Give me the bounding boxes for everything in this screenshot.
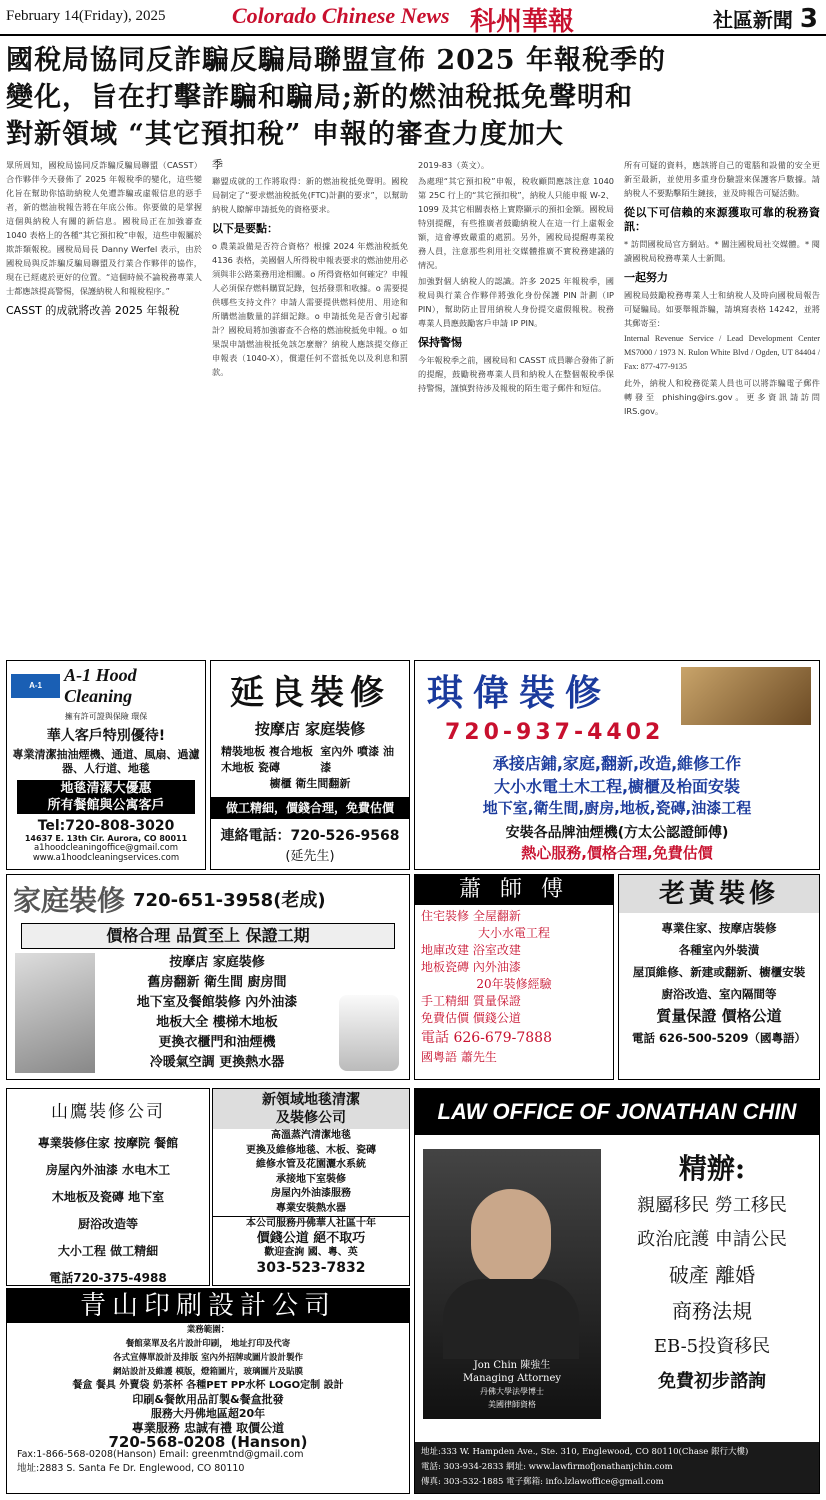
logo-icon: A-1 xyxy=(11,674,60,698)
headline-line-3: 對新領域 “其它預扣稅” 申報的審查力度加大 xyxy=(6,119,564,150)
ad-shanying-renovation: 山鷹裝修公司 專業裝修住家 按摩院 餐館 房屋內外油漆 水电木工 木地板及瓷磚 地下室 厨浴改造等 大小工程 做工精細 電話720-375-4988 xyxy=(6,1088,210,1286)
issue-date: February 14(Friday), 2025 xyxy=(6,8,166,24)
headline-line-1: 國稅局協同反詐騙反騙局聯盟宣佈 2025 年報稅季的 xyxy=(6,45,666,76)
ad-a1-hood-cleaning: A-1 A-1 Hood Cleaning 擁有許可證與保險 環保 華人客戶特別優待! 專業清潔抽油煙機、通道、風扇、過濾器、人行道、地毯 地毯清潔大優惠 所有餐館與公寓客戶 Tel:720-808-3020 14637 E. 13th Cir. Aurora, CO 80011 a1hoodcleaningoffice@gmail.com www.a1hoodcleaningservices.com xyxy=(6,660,206,870)
toilet-photo xyxy=(339,995,399,1071)
attorney-suit xyxy=(443,1279,579,1359)
article-column-3: 2019-83（英文）。 為處理“其它預扣稅”申報，稅收顧問應該注意 1040 第 25C 行上的“其它預扣稅”，納稅人只能申報 W-2、1099 及其它相關表格上實際顯示的預扣金額。國稅局特別提醒，有些推廣者鼓勵納稅人在這一行上虛報金額，這會導致嚴重的處罰。另外，國稅局提醒專業稅務人員，注意那些利用社交媒體推廣不實稅務建議的情況。 加強對個人納稅人的認識。許多 2025 年報稅季，國稅局與行業合作夥伴將強化身份保護 PIN 計劃（IP PIN），幫助防止冒用納稅人身份提交虛假報稅。稅務專業人員應鼓勵客戶申請 IP PIN。 保持警惕 今年報稅季之前，國稅局和 CASST 成員聯合發佈了新的提醒，鼓勵稅務專業人員和納稅人在整個報稅季保持警惕，謹慎對待涉及報稅的陌生電子郵件和短信。 xyxy=(418,160,614,393)
headline xyxy=(6,42,820,154)
ad-qingshan-printing: 青山印刷設計公司 業務範圍： 餐館菜單及名片設計印刷， 地址打印及代寄 各式宣傳單設計及排版 室內外招牌或圖片設計製作 網站設計及維護 模版，燈箱圖片，玻璃圖片及貼膜 餐盒 餐具 外賣袋 奶茶杯 各種PET PP水杯 LOGO定制 設計 印刷&餐飲用品訂製&餐盒批發 服務大丹佛地區超20年 專業服務 忠誠有禮 取價公道 720-568-0208 (Hanson) Fax:1-866-568-0208(Hanson) Email: greenmtnd@gmail.com 地址:2883 S. Santa Fe Dr. Englewood, CO 80110 xyxy=(6,1288,410,1494)
brand-name: Colorado Chinese News xyxy=(232,3,450,28)
section-label: 社區新聞 3 xyxy=(712,4,818,34)
ad-law-office-jonathan-chin: LAW OFFICE OF JONATHAN CHIN Jon Chin 陳強生 Managing Attorney 丹佛大學法學博士 美國律師資格 精辦: 親屬移民 勞工移民 政治庇護 申請公民 破產 離婚 商務法規 EB-5投資移民 免費初步諮詢 地址:333 W. Hampden Ave., Ste. 310, Englewood, CO 80110(Chase 銀行大樓) 電話: 303-934-2833 網址: www.lawfirmofjonathanjchin.com 傳真: 303-532-1885 電子郵箱: info.lzlawoffice@gmail.com xyxy=(414,1088,820,1494)
ad-laohuang-renovation: 老黃裝修 專業住家、按摩店裝修 各種室內外裝潢 屋頂維修、新建或翻新、櫥櫃安裝 廚浴改造、室內隔間等 質量保證 價格公道 電話 626-500-5209（國粵語） xyxy=(618,874,820,1080)
ad-jiating-renovation: 家庭裝修 720-651-3958(老成) 價格合理 品質至上 保證工期 按摩店 家庭裝修 舊房翻新 衛生間 廚房間 地下室及餐館裝修 內外油漆 地板大全 樓梯木地板 更換衣櫃門和油煙機 冷暖氣空調 更換熱水器 xyxy=(6,874,410,1080)
page-header xyxy=(0,0,826,36)
attorney-face xyxy=(471,1189,551,1285)
ad-xiao-master: 蕭 師 傅 住宅裝修 全屋翻新 大小水電工程 地庫改建 浴室改建 地板瓷磚 內外油漆 20年裝修經驗 手工精細 質量保證 免費估價 價錢公道 電話 626-679-7888 國粵語 蕭先生 xyxy=(414,874,614,1080)
article-column-1: 眾所周知，國稅局協同反詐騙反騙局聯盟（CASST）合作夥伴今天發佈了 2025 年報稅季的變化，這些變化旨在幫助你協助納稅人免遭詐騙或虛報信息的惡手者，新的燃油稅報告將在年底公佈。你要做的是掌握這個與納稅人有關的新信息。國稅局正在加強審查 1040 表格上的各種“其它預扣稅”申報，這些申報屬於欺詐類報稅。國稅局局長 Danny Werfel 表示，由於國稅局與反詐騙反騙局聯盟及行業合作夥伴的協作，現在已經處於更好的位置。“這個時候不論稅務專業人士都應該提高警惕，保護納稅人和報稅程序。” CASST 的成就將改善 2025 年報稅 xyxy=(6,160,202,317)
ad-qiwei-renovation: 琪偉裝修 720-937-4402 承接店鋪,家庭,翻新,改造,維修工作 大小水電土木工程,櫥櫃及枱面安裝 地下室,衛生間,廚房,地板,瓷磚,油漆工程 安裝各品牌油煙機(方太公認證師傅) 熱心服務,價格合理,免費估價 xyxy=(414,660,820,870)
ad-yanliang-renovation: 延良裝修 按摩店 家庭裝修 精裝地板 複合地板 木地板 瓷磚 室內外 噴漆 油漆 櫥櫃 衛生間翻新 做工精細，價錢合理，免費估價 連絡電話：720-526-9568 (延先生) xyxy=(210,660,410,870)
staircase-photo xyxy=(15,953,95,1073)
kitchen-photo xyxy=(681,667,811,725)
ad-xinlingyu-carpet: 新領域地毯清潔 及裝修公司 高溫蒸汽清潔地毯 更換及維修地毯、木板、瓷磚 維修水管及花園灑水系統 承接地下室裝修 房屋內外油漆服務 專業安裝熱水器 本公司服務丹佛華人社區十年 價錢公道 絕不取巧 歡迎查詢 國、粵、英 303-523-7832 xyxy=(212,1088,410,1286)
attorney-photo: Jon Chin 陳強生 Managing Attorney 丹佛大學法學博士 美國律師資格 xyxy=(423,1149,601,1419)
article-column-2: 季 聯盟成就的工作將取得：新的燃油稅抵免聲明。國稅局制定了“要求燃油稅抵免(FTC)計劃的要求”，以幫助納稅人瞭解申請抵免的資格要求。 以下是要點： o 農業設備是否符合資格？根據 2024 年燃油稅抵免 4136 表格，美國個人所得稅申報表要求的燃油使用必須與非公路業務用途相關。o 所得資格如何確定？申報人必須保存燃料購買記錄，包括發票和收據。o 需要提供哪些支持文件？申請人需要提供燃料使用、用途和所購燃油數量的詳細記錄。o 申請抵免是否會引起審計？國稅局將加強審查不合格的燃油稅抵免申報。o 如果誤申請燃油稅抵免該怎麼辦？納稅人應該提交修正申報表（1040-X），償還任何不當抵免以及利息和罰款。 xyxy=(212,158,408,377)
article-column-4: 所有可疑的資料，應該將自己的電腦和設備的安全更新至最新，並使用多重身份驗證來保護客戶數據。請納稅人不要點擊陌生鏈接，並及時報告可疑活動。 從以下可信賴的來源獲取可靠的稅務資訊： * 訪問國稅局官方網站。* 關注國稅局社交媒體。* 閱讀國稅局稅務專業人士新聞。 一起努力 國稅局鼓勵稅務專業人士和納稅人及時向國稅局報告可疑騙局。如要舉報詐騙，請填寫表格 14242，並將其郵寄至： Internal Revenue Service / Lead Development Center MS7000 / 1973 N. Rulon White Blvd / Ogden, UT 84404 / Fax: 877-477-9135 此外，納稅人和稅務從業人員也可以將詐騙電子郵件轉發至 phishing@irs.gov。更多資訊請訪問 IRS.gov。 xyxy=(624,160,820,416)
brand-name-zh: 科州華報 xyxy=(470,7,575,36)
headline-line-2: 變化，旨在打擊詐騙和騙局;新的燃油稅抵免聲明和 xyxy=(6,82,633,113)
